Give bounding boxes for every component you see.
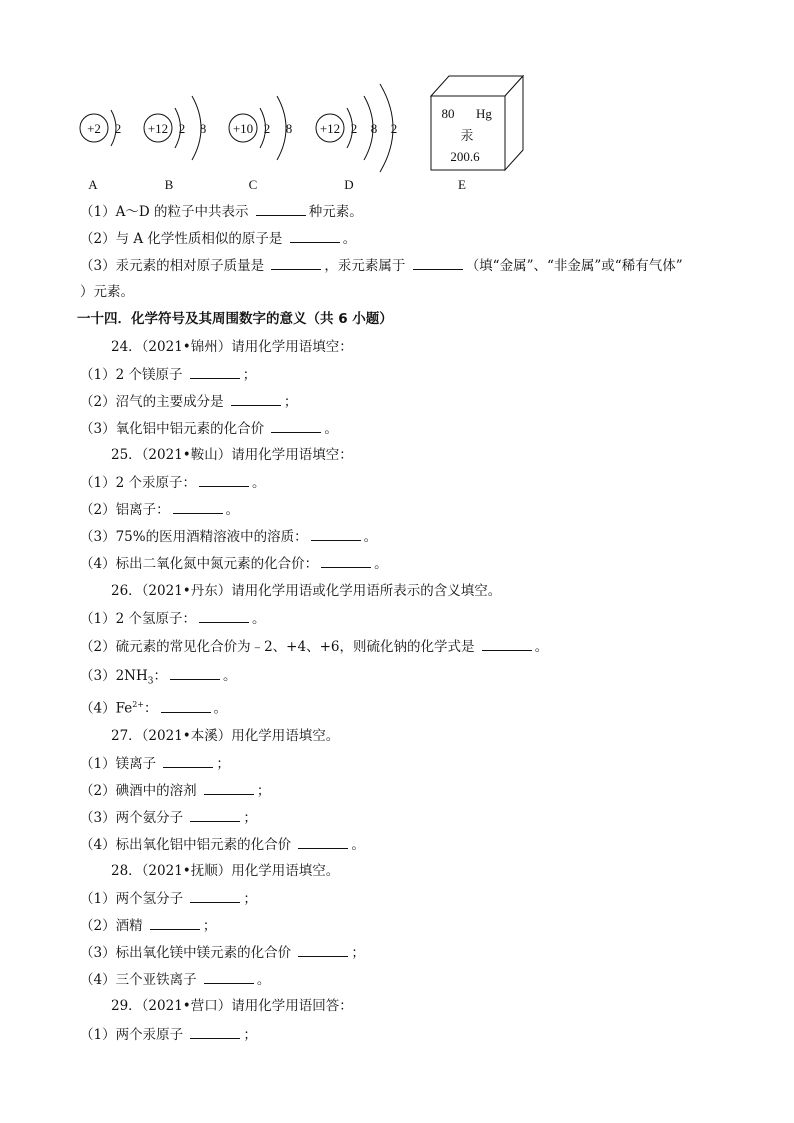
answer-blank[interactable] (231, 392, 281, 406)
atom-structure-figure (60, 72, 540, 197)
element-atomic-number: 80 (441, 106, 455, 121)
element-symbol: Hg (476, 106, 492, 121)
answer-blank[interactable] (199, 609, 249, 623)
q26-stem: 26．（2021•丹东）请用化学用语或化学用语所表示的含义填空。 (111, 583, 502, 599)
q28-part-4: （4）三个亚铁离子 。 (80, 972, 271, 988)
answer-blank[interactable] (204, 781, 254, 795)
q29-part-1: （1）两个汞原子 ； (80, 1027, 257, 1043)
q23-part-3-cont: ）元素。 (80, 284, 134, 300)
atom-a-label: A (88, 177, 98, 192)
atom-diagram-d (316, 84, 397, 192)
atom-b-shell-2: 8 (199, 121, 207, 136)
answer-blank[interactable] (271, 419, 321, 433)
section-heading: 一十四．化学符号及其周围数字的意义（共 6 小题） (77, 311, 393, 327)
q24-part-2: （2）沼气的主要成分是 ； (80, 394, 298, 410)
answer-blank[interactable] (482, 637, 532, 651)
atom-a-shell-1: 2 (114, 121, 122, 136)
atom-diagram-a (80, 110, 121, 192)
answer-blank[interactable] (298, 835, 348, 849)
q26-part-4: $(4)Fe^{2+}$： 。 (80, 700, 228, 717)
q26-part-2: （2）硫元素的常见化合价为﹣2、+4、+6，则硫化钠的化学式是 。 (80, 639, 549, 655)
atom-a-nucleus: +2 (87, 121, 101, 136)
answer-blank[interactable] (170, 666, 220, 680)
q28-part-2: （2）酒精 ； (80, 918, 217, 934)
element-card-mercury (431, 76, 523, 192)
q27-part-1: （1）镁离子 ； (80, 756, 230, 772)
answer-blank[interactable] (271, 256, 321, 270)
answer-blank[interactable] (321, 554, 371, 568)
answer-blank[interactable] (190, 889, 240, 903)
q26-part-3: $(3)2NH_3$： 。 (80, 668, 237, 687)
q23-part-2: （2）与 A 化学性质相似的原子是 。 (80, 231, 357, 247)
q25-part-4: （4）标出二氧化氮中氮元素的化合价： 。 (80, 556, 388, 572)
atom-d-shell-2: 8 (370, 121, 378, 136)
answer-blank[interactable] (199, 473, 249, 487)
answer-blank[interactable] (204, 970, 254, 984)
element-card-label: E (458, 177, 466, 192)
answer-blank[interactable] (163, 754, 213, 768)
atom-diagram-c (229, 96, 292, 192)
answer-blank[interactable] (298, 943, 348, 957)
q26-part-1: （1）2 个氢原子： 。 (80, 611, 266, 627)
answer-blank[interactable] (256, 202, 306, 216)
atom-d-nucleus: +12 (319, 121, 341, 136)
q28-part-1: （1）两个氢分子 ； (80, 891, 257, 907)
q27-part-2: （2）碘酒中的溶剂 ； (80, 783, 271, 799)
atom-b-shell-1: 2 (178, 121, 186, 136)
atom-c-nucleus: +10 (232, 121, 254, 136)
q27-part-4: （4）标出氧化铝中铝元素的化合价 。 (80, 837, 365, 853)
q24-part-3: （3）氧化铝中铝元素的化合价 。 (80, 421, 338, 437)
answer-blank[interactable] (290, 229, 340, 243)
answer-blank[interactable] (150, 916, 200, 930)
q24-part-1: （1）2 个镁原子 ； (80, 367, 257, 383)
atom-c-label: C (248, 177, 258, 192)
q28-stem: 28．（2021•抚顺）用化学用语填空。 (111, 863, 340, 879)
atom-c-shell-2: 8 (285, 121, 293, 136)
q25-part-3: （3）75%的医用酒精溶液中的溶质： 。 (80, 529, 378, 545)
atom-b-label: B (164, 177, 174, 192)
q28-part-3: （3）标出氧化镁中镁元素的化合价 ； (80, 945, 365, 961)
q25-part-1: （1）2 个汞原子： 。 (80, 475, 266, 491)
answer-blank[interactable] (190, 365, 240, 379)
answer-blank[interactable] (173, 500, 223, 514)
q24-stem: 24．（2021•锦州）请用化学用语填空： (111, 339, 353, 355)
atom-c-shell-1: 2 (263, 121, 271, 136)
q25-part-2: （2）铝离子： 。 (80, 502, 240, 518)
answer-blank[interactable] (190, 808, 240, 822)
atom-d-shell-1: 2 (350, 121, 358, 136)
q27-part-3: （3）两个氨分子 ； (80, 810, 257, 826)
answer-blank[interactable] (413, 256, 463, 270)
q23-part-1: （1）A～D 的粒子中共表示 种元素。 (80, 204, 363, 220)
element-name: 汞 (460, 128, 474, 143)
answer-blank[interactable] (190, 1025, 240, 1039)
q29-stem: 29．（2021•营口）请用化学用语回答： (111, 998, 353, 1014)
q27-stem: 27．（2021•本溪）用化学用语填空。 (111, 728, 340, 744)
answer-blank[interactable] (311, 527, 361, 541)
atom-d-label: D (344, 177, 354, 192)
atom-diagram-b (144, 96, 206, 192)
element-atomic-mass: 200.6 (450, 149, 480, 164)
atom-d-shell-3: 2 (390, 121, 398, 136)
q23-part-3: （3）汞元素的相对原子质量是 ，汞元素属于 （填“金属”、“非金属”或“稀有气体” (80, 258, 683, 274)
answer-blank[interactable] (161, 699, 211, 713)
q25-stem: 25．（2021•鞍山）请用化学用语填空： (111, 447, 353, 463)
atom-b-nucleus: +12 (147, 121, 169, 136)
